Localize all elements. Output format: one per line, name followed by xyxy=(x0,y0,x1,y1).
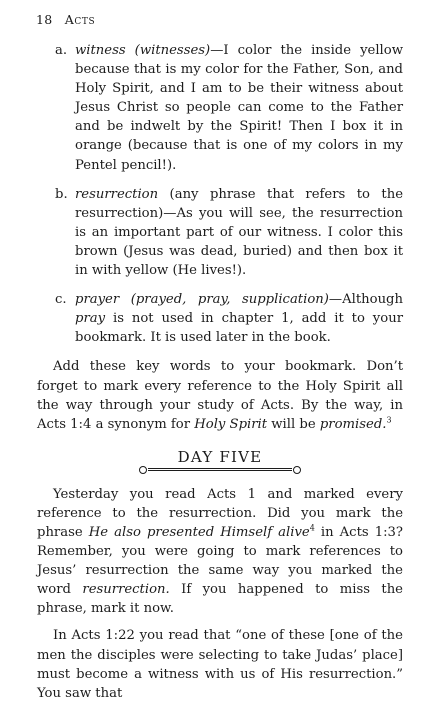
list-item xyxy=(37,290,403,347)
day-banner xyxy=(148,446,292,471)
item-text: —Although xyxy=(328,292,403,308)
list-item xyxy=(37,41,403,175)
paragraph: In Acts 1:22 you read that “one of these [one of the men the disciples were selecting to take Judas’ place] must become a witness with us of His resurrection.” You saw that xyxy=(37,628,403,701)
item-letter: b. xyxy=(55,186,68,202)
item-letter: a. xyxy=(55,43,68,58)
item-text: —I color the inside yellow because that is my color for the Father, Son, and Holy Spirit, and I am to be their witness about Jesus Christ so people can come to the Father and be indwelt by the Spirit! Then I box it in orange (because that is one of my colors in my Pentel pencil!). xyxy=(75,43,403,173)
day-label: DAY xyxy=(177,447,214,466)
item-text: is not used in chapter 1, add it to your bookmark. It is used later in the book. xyxy=(75,311,403,346)
running-title: Acts xyxy=(64,12,96,27)
list-item xyxy=(37,185,403,280)
page-number: 18 xyxy=(36,12,53,27)
footnote-marker: 4 xyxy=(309,523,315,533)
day-number: FIVE xyxy=(219,447,263,466)
paragraph: Yesterday you read Acts 1 and marked every reference to the resurrection. Did you mark the phrase He also presented Himself alive$^4$ in Acts 1:3? Remember, you were going to mark references to Jesus’ resurrection the same way you marked the word resurrection. If you happened to miss the phrase, mark it now. xyxy=(37,486,403,617)
footnote-marker: 3 xyxy=(386,415,392,425)
paragraph: Add these key words to your bookmark. Don’t forget to mark every reference to the Holy Spirit all the way through your study of Acts. By the way, in Acts 1:4 a synonym for Holy Spirit will be promised.$^3$ xyxy=(37,359,403,432)
key-word: resurrection xyxy=(75,186,159,202)
key-word: prayer (prayed, pray, supplication) xyxy=(75,292,329,308)
item-text: (any phrase that refers to the resurrection)—As you will see, the resurrection is an important part of our witness. I color this brown (Jesus was dead, buried) and then box it in with yellow (He lives!). xyxy=(75,186,403,279)
item-letter: c. xyxy=(55,292,67,308)
running-head xyxy=(36,12,403,27)
item-emphasis: pray xyxy=(75,311,106,327)
key-word: witness (witnesses) xyxy=(75,43,211,58)
